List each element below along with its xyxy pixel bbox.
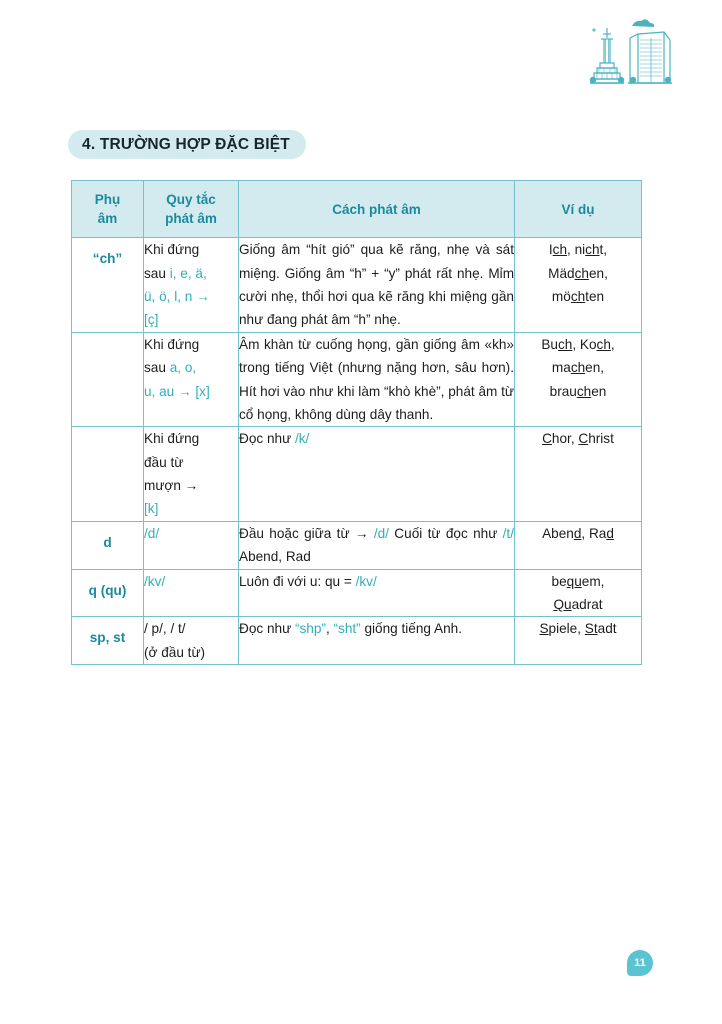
table-row — [72, 617, 642, 665]
cell-consonant: d — [72, 521, 144, 569]
cell-consonant — [72, 332, 144, 427]
cell-how-to-pronounce: Đọc như “shp”, “sht” giống tiếng Anh. — [239, 617, 515, 665]
cell-how-to-pronounce: Giống âm “hít gió” qua kẽ răng, nhẹ và sát miệng. Giống âm “h” + “y” phát rất nhẹ. Mỉm cười nhẹ, thổi hơi qua kẽ răng khi miệng gần như đang phát âm “h” nhẹ. — [239, 238, 515, 333]
table-row — [72, 521, 642, 569]
cell-examples: Buch, Koch, machen, brauchen — [515, 332, 642, 427]
table-row — [72, 332, 642, 427]
cell-examples: Ich, nicht, Mädchen, möchten — [515, 238, 642, 333]
cell-how-to-pronounce: Luôn đi với u: qu = /kv/ — [239, 569, 515, 617]
page-title: 4. TRƯỜNG HỢP ĐẶC BIỆT — [82, 135, 290, 153]
cell-examples: Abend, Rad — [515, 521, 642, 569]
table-row — [72, 569, 642, 617]
cell-consonant: q (qu) — [72, 569, 144, 617]
cell-rule: Khi đứng đầu từ mượn → [k] — [144, 427, 239, 522]
cell-consonant: “ch” — [72, 238, 144, 333]
cell-examples: Chor, Christ — [515, 427, 642, 522]
section-title-badge — [68, 130, 306, 159]
cell-consonant: sp, st — [72, 617, 144, 665]
cell-consonant — [72, 427, 144, 522]
cell-rule: Khi đứng sau i, e, ä, ü, ö, l, n → [ç] — [144, 238, 239, 333]
cell-rule: /kv/ — [144, 569, 239, 617]
cell-rule: /d/ — [144, 521, 239, 569]
cell-how-to-pronounce: Âm khàn từ cuống họng, gần giống âm «kh» trong tiếng Việt (nhưng nặng hơn, sâu hơn). Hít hơi vào như khi làm “khò khè”, phát âm từ cổ họng, không dùng dây thanh. — [239, 332, 515, 427]
cell-examples: Spiele, Stadt — [515, 617, 642, 665]
cell-how-to-pronounce: Đọc như /k/ — [239, 427, 515, 522]
column-header-consonant: Phụ âm — [72, 181, 144, 238]
city-monument-illustration — [582, 14, 678, 92]
table-row — [72, 238, 642, 333]
cell-rule: / p/, / t/ (ở đầu từ) — [144, 617, 239, 665]
column-header-rule: Quy tắc phát âm — [144, 181, 239, 238]
column-header-how: Cách phát âm — [239, 181, 515, 238]
page-number-badge — [627, 950, 653, 976]
cell-rule: Khi đứng sau a, o, u, au → [x] — [144, 332, 239, 427]
pronunciation-table — [71, 180, 642, 665]
page-number: 11 — [634, 957, 646, 969]
table-row — [72, 427, 642, 522]
cell-how-to-pronounce: Đầu hoặc giữa từ → /d/ Cuối từ đọc như /t/ Abend, Rad — [239, 521, 515, 569]
column-header-example: Ví dụ — [515, 181, 642, 238]
cell-examples: bequem, Quadrat — [515, 569, 642, 617]
table-header-row — [72, 181, 642, 238]
